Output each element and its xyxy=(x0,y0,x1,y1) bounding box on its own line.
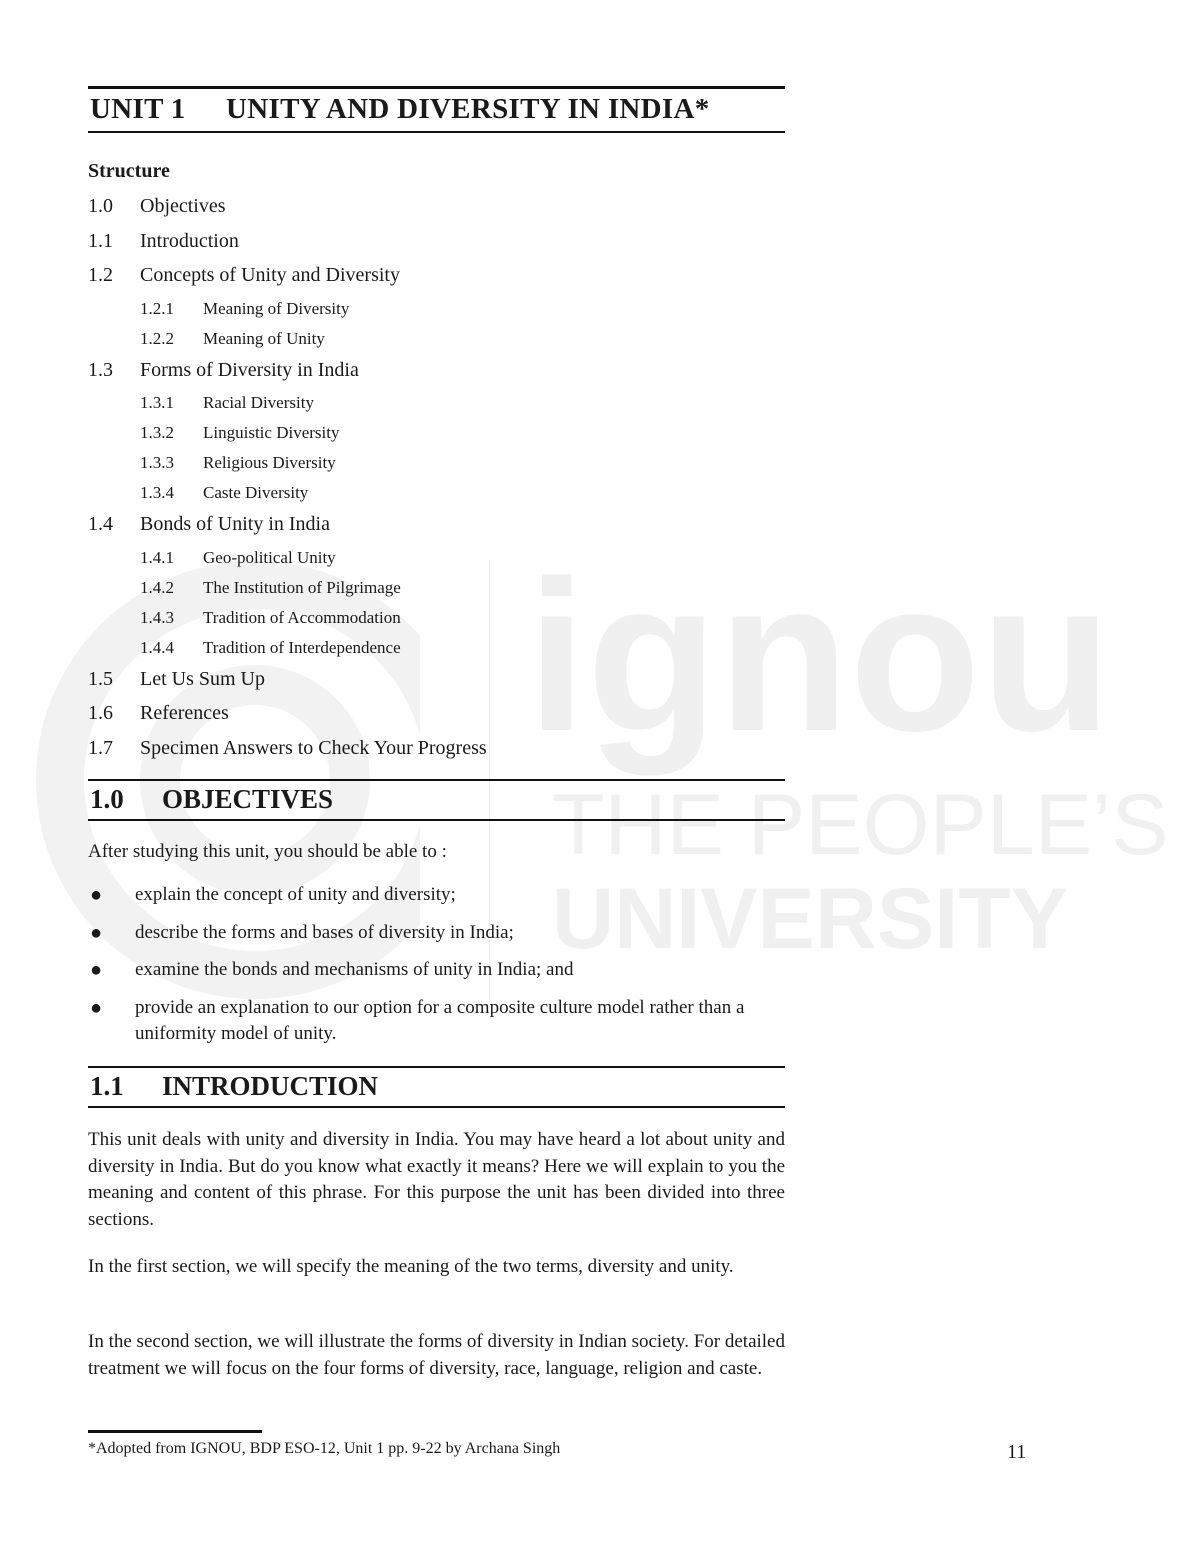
unit-heading: UNITY AND DIVERSITY IN INDIA* xyxy=(226,93,710,125)
toc-number: 1.3.3 xyxy=(140,453,174,472)
intro-paragraph: In the second section, we will illustrate the forms of diversity in Indian society. For detailed treatment we will focus on the four forms of diversity, race, language, religion and caste. xyxy=(88,1331,785,1379)
toc-section xyxy=(88,732,785,767)
footnote: *Adopted from IGNOU, BDP ESO-12, Unit 1 pp. 9-22 by Archana Singh xyxy=(88,1440,561,1457)
toc-number: 1.4.2 xyxy=(140,577,174,597)
toc-label: References xyxy=(140,702,229,724)
toc-subsection xyxy=(88,633,785,663)
introduction-heading xyxy=(88,1066,785,1108)
introduction-number: 1.1 xyxy=(90,1071,124,1101)
toc-subsection xyxy=(88,603,785,633)
toc-label: Concepts of Unity and Diversity xyxy=(140,264,400,286)
objective-text: explain the concept of unity and diversity; xyxy=(135,884,456,905)
objective-item xyxy=(88,882,785,909)
bullet-icon: ● xyxy=(90,884,103,906)
objectives-intro: After studying this unit, you should be able to : xyxy=(88,841,447,862)
objective-item xyxy=(88,995,785,1048)
toc-number: 1.4.4 xyxy=(140,637,174,657)
toc-number: 1.2.1 xyxy=(140,298,174,318)
unit-number: UNIT 1 xyxy=(90,93,186,125)
toc-section xyxy=(88,259,785,294)
toc-label: Caste Diversity xyxy=(203,483,309,502)
watermark-peoples: THE PEOPLE’S xyxy=(552,777,1169,873)
structure-heading: Structure xyxy=(88,160,170,182)
toc-number: 1.0 xyxy=(88,195,113,217)
toc-number: 1.6 xyxy=(88,702,113,724)
toc-subsection xyxy=(88,448,785,478)
objectives-title: OBJECTIVES xyxy=(162,784,334,814)
toc-label: Bonds of Unity in India xyxy=(140,513,330,535)
toc-label: Specimen Answers to Check Your Progress xyxy=(140,736,487,759)
watermark-university: UNIVERSITY xyxy=(552,871,1069,967)
toc-section xyxy=(88,697,785,732)
toc-label: Let Us Sum Up xyxy=(140,667,265,690)
toc-label: Racial Diversity xyxy=(203,393,314,412)
introduction-title: INTRODUCTION xyxy=(162,1071,379,1101)
toc-number: 1.3.2 xyxy=(140,423,174,442)
toc-label: Geo-political Unity xyxy=(203,547,336,567)
toc-label: Forms of Diversity in India xyxy=(140,358,359,381)
objectives-list xyxy=(88,882,785,1059)
toc-subsection xyxy=(88,388,785,418)
toc-label: Meaning of Diversity xyxy=(203,298,350,318)
watermark-ignou: ignou xyxy=(527,535,1113,776)
toc-number: 1.4.1 xyxy=(140,547,174,567)
toc-label: Objectives xyxy=(140,195,226,217)
toc-number: 1.3 xyxy=(88,358,113,381)
toc-label: Introduction xyxy=(140,229,239,252)
toc-number: 1.1 xyxy=(88,229,113,252)
toc-number: 1.3.1 xyxy=(140,393,174,412)
objective-text: provide an explanation to our option for a composite culture model rather than a uniformity model of unity. xyxy=(135,996,745,1044)
toc-label: Meaning of Unity xyxy=(203,328,325,348)
toc-label: Tradition of Accommodation xyxy=(203,607,401,627)
toc-subsection xyxy=(88,324,785,354)
unit-title xyxy=(88,86,785,133)
footnote-rule xyxy=(88,1430,262,1433)
toc-section xyxy=(88,508,785,543)
toc-label: Religious Diversity xyxy=(203,453,336,472)
objective-item xyxy=(88,920,785,947)
toc-number: 1.4.3 xyxy=(140,607,174,627)
objective-text: describe the forms and bases of diversity in India; xyxy=(135,921,514,943)
bullet-icon: ● xyxy=(90,921,103,944)
toc-subsection xyxy=(88,543,785,573)
table-of-contents xyxy=(88,190,785,766)
toc-subsection xyxy=(88,478,785,508)
toc-section xyxy=(88,225,785,260)
bullet-icon: ● xyxy=(90,996,103,1019)
toc-number: 1.4 xyxy=(88,513,113,535)
bullet-icon: ● xyxy=(90,959,103,981)
toc-subsection xyxy=(88,573,785,603)
toc-label: Linguistic Diversity xyxy=(203,423,340,442)
objective-text: examine the bonds and mechanisms of unity in India; and xyxy=(135,959,574,980)
toc-section xyxy=(88,354,785,389)
objectives-number: 1.0 xyxy=(90,784,124,814)
toc-section xyxy=(88,190,785,225)
intro-paragraph: This unit deals with unity and diversity in India. You may have heard a lot about unity and diversity in India. But do you know what exactly it means? Here we will explain to you the meaning and content of this phrase. For this purpose the unit has been divided into three sections. xyxy=(88,1129,785,1230)
toc-number: 1.2 xyxy=(88,264,113,286)
toc-label: Tradition of Interdependence xyxy=(203,637,401,657)
toc-number: 1.5 xyxy=(88,667,113,690)
toc-section xyxy=(88,663,785,698)
objectives-heading xyxy=(88,779,785,821)
toc-label: The Institution of Pilgrimage xyxy=(203,577,401,597)
toc-subsection xyxy=(88,294,785,324)
objective-item xyxy=(88,957,785,984)
page-number: 11 xyxy=(1007,1441,1027,1463)
intro-paragraph: In the first section, we will specify the meaning of the two terms, diversity and unity. xyxy=(88,1256,734,1277)
toc-subsection xyxy=(88,418,785,448)
toc-number: 1.3.4 xyxy=(140,483,174,502)
toc-number: 1.2.2 xyxy=(140,328,174,348)
toc-number: 1.7 xyxy=(88,736,113,759)
